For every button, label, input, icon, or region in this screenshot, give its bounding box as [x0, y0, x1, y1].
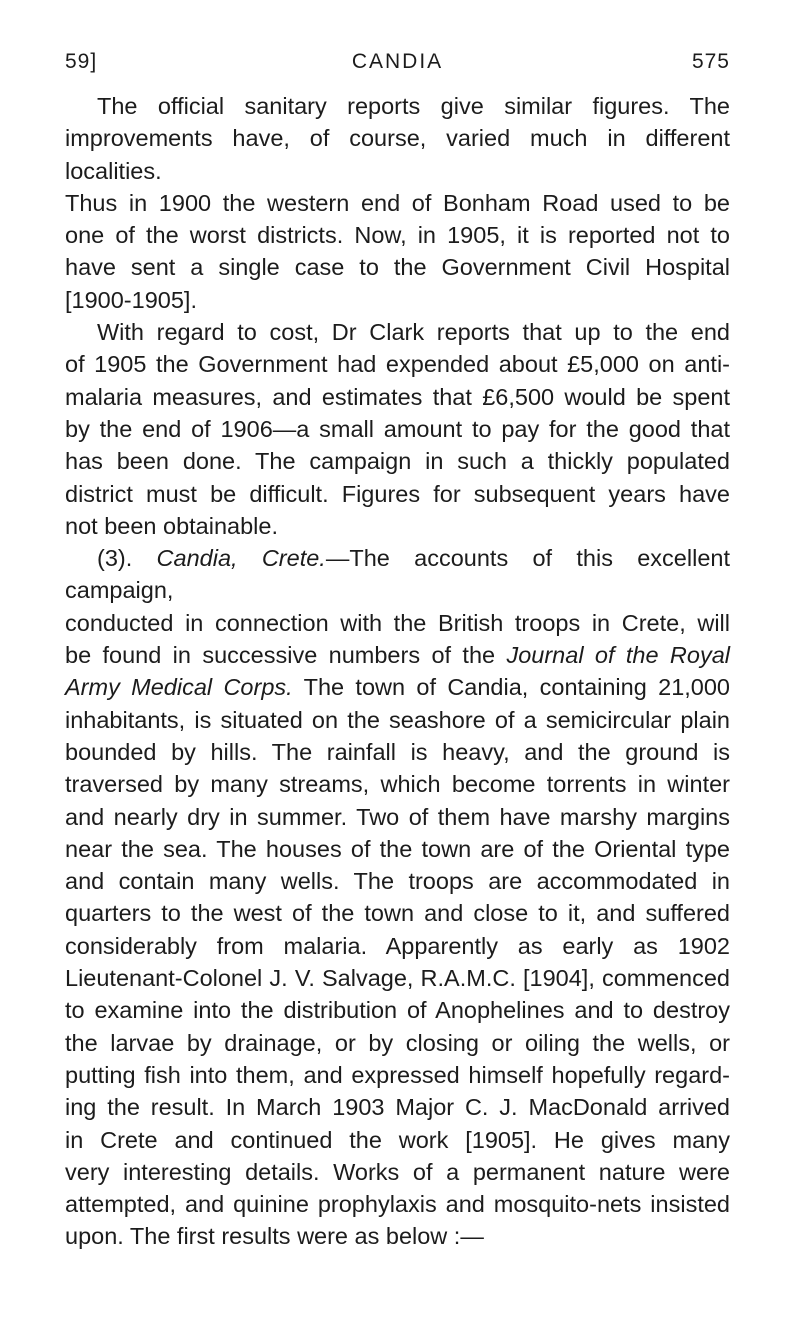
text-line: traversed by many streams, which become torrents in winter — [65, 771, 730, 798]
text-line: and nearly dry in summer. Two of them have marshy margins — [65, 803, 730, 830]
place-heading: Candia, Crete. — [156, 545, 326, 572]
section-number: 59] — [65, 50, 98, 73]
text-line — [65, 639, 730, 671]
text-line: upon. The first results were as below :— — [65, 1223, 484, 1250]
paragraph-number: (3). — [97, 545, 133, 572]
text-line: one of the worst districts. Now, in 1905, it is reported not to — [65, 222, 730, 249]
text-line: very interesting details. Works of a permanent nature were — [65, 1158, 730, 1185]
text-line: by the end of 1906—a small amount to pay for the good that — [65, 415, 730, 442]
text-line: the larvae by drainage, or by closing or oiling the wells, or — [65, 1029, 730, 1056]
running-title: CANDIA — [351, 50, 444, 73]
journal-title: Journal of the Royal — [506, 642, 731, 669]
text-line — [65, 542, 730, 607]
text-line: quarters to the west of the town and close to it, and suffered — [65, 900, 730, 927]
body-text — [65, 90, 730, 1253]
text-line: With regard to cost, Dr Clark reports that up to the end — [97, 319, 730, 346]
journal-title-cont: Army Medical Corps. — [65, 674, 293, 701]
text-line: district must be difficult. Figures for subsequent years have — [65, 480, 730, 507]
page-number: 575 — [691, 50, 730, 73]
text-line: attempted, and quinine prophylaxis and mosquito-nets insisted — [65, 1191, 730, 1218]
text-line: has been done. The campaign in such a thickly populated — [65, 448, 730, 475]
text-line: malaria measures, and estimates that £6,500 would be spent — [65, 383, 730, 410]
text-run: be found in successive numbers of the — [65, 642, 496, 669]
text-run: The town of Candia, containing 21,000 — [292, 674, 730, 701]
text-line: to examine into the distribution of Anophelines and to destroy — [65, 997, 730, 1024]
text-line: inhabitants, is situated on the seashore of a semicircular plain — [65, 706, 730, 733]
text-line: near the sea. The houses of the town are of the Oriental type — [65, 835, 730, 862]
text-line: putting fish into them, and expressed himself hopefully regard- — [65, 1061, 730, 1088]
text-line: bounded by hills. The rainfall is heavy, and the ground is — [65, 738, 730, 765]
text-line — [65, 671, 730, 703]
text-line: of 1905 the Government had expended about £5,000 on anti- — [65, 351, 730, 378]
text-line: improvements have, of course, varied much in different localities. — [65, 125, 730, 184]
text-line: considerably from malaria. Apparently as early as 1902 — [65, 932, 730, 959]
text-line: and contain many wells. The troops are accommodated in — [65, 868, 730, 895]
text-line: The official sanitary reports give similar figures. The — [97, 93, 730, 119]
text-line: Thus in 1900 the western end of Bonham Road used to be — [65, 189, 730, 216]
text-line: ing the result. In March 1903 Major C. J. MacDonald arrived — [65, 1094, 730, 1121]
running-header — [65, 50, 730, 84]
text-run: —The accounts of this excellent campaign, — [65, 545, 730, 604]
text-line: not been obtainable. — [65, 512, 278, 539]
text-line: conducted in connection with the British troops in Crete, will — [65, 609, 730, 636]
text-line: in Crete and continued the work [1905]. He gives many — [65, 1126, 730, 1153]
text-line: Lieutenant-Colonel J. V. Salvage, R.A.M.C. [1904], commenced — [65, 965, 730, 992]
text-line: [1900-1905]. — [65, 286, 197, 313]
text-line: have sent a single case to the Government Civil Hospital — [65, 254, 730, 281]
